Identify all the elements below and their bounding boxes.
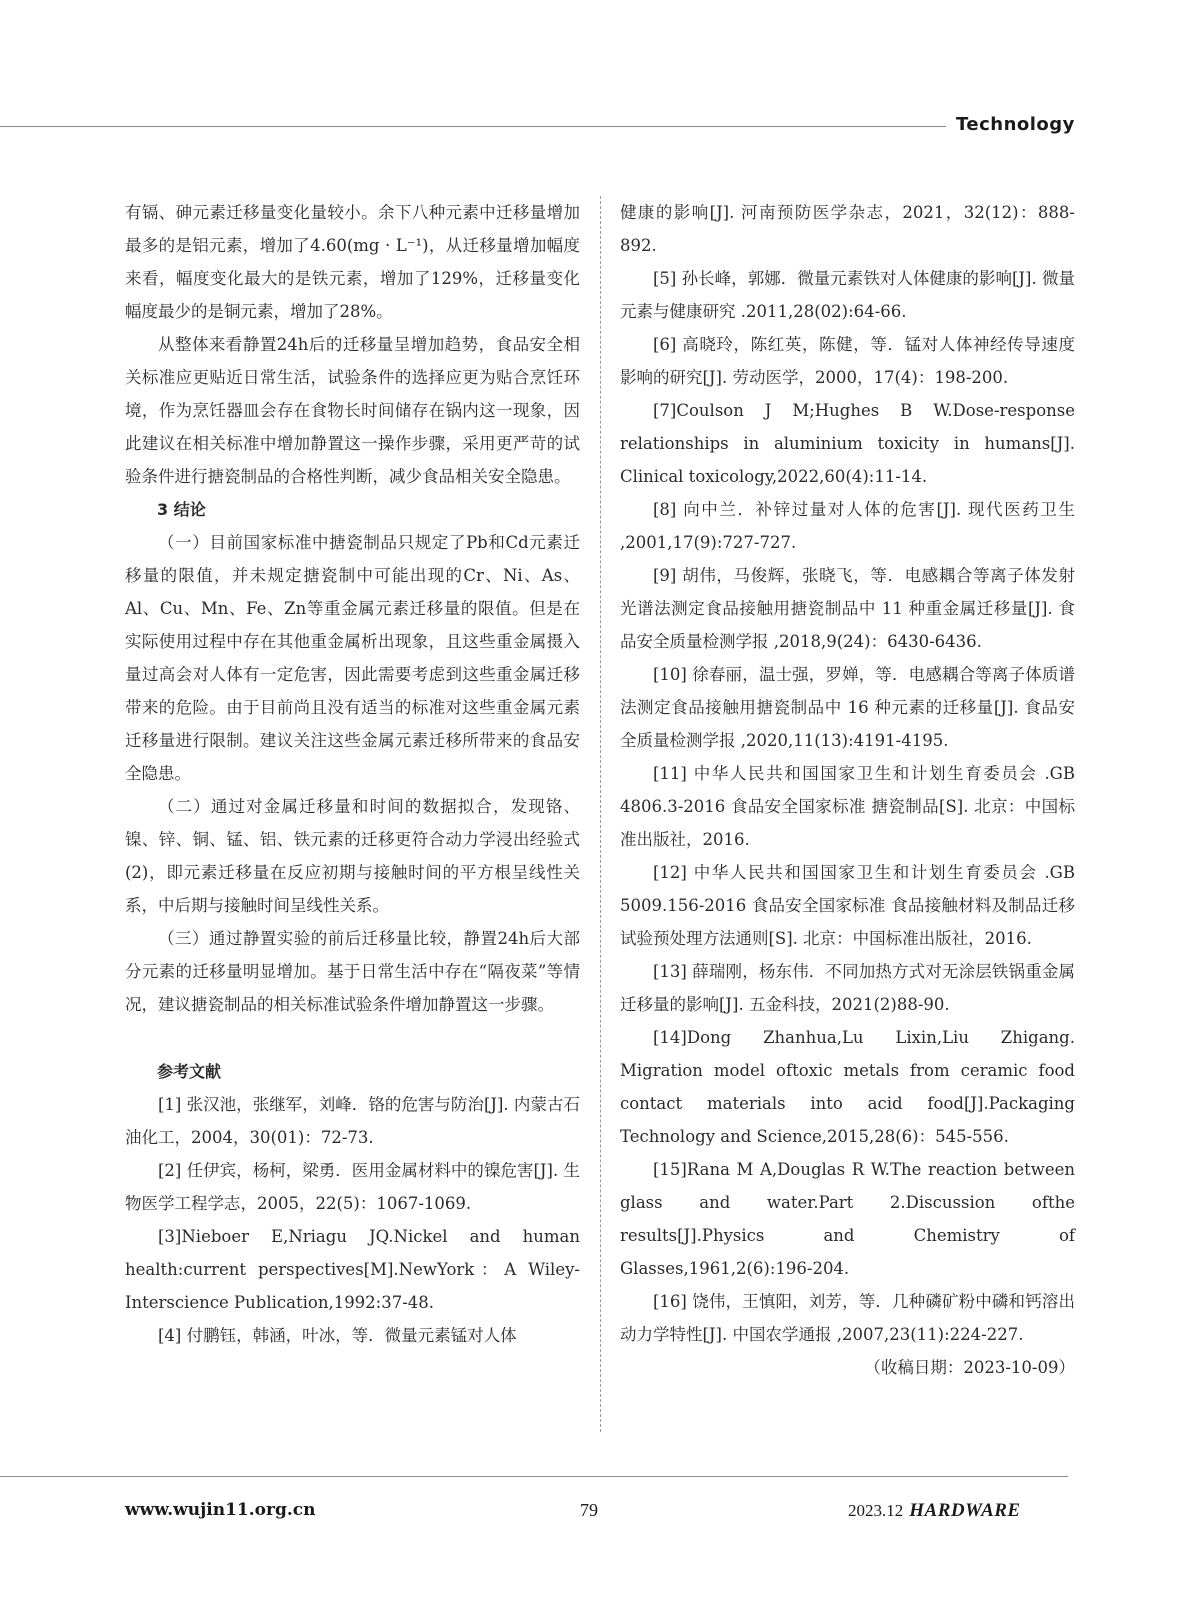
conclusion-item-1: （一）目前国家标准中搪瓷制品只规定了Pb和Cd元素迁移量的限值，并未规定搪瓷制中可能出现的Cr、Ni、As、Al、Cu、Mn、Fe、Zn等重金属元素迁移量的限值。但是在实际使用过程中存在其他重金属析出现象，且这些重金属摄入量过高会对人体有一定危害，因此需要考虑到这些重金属迁移带来的危险。由于目前尚且没有适当的标准对这些重金属元素迁移量进行限制。建议关注这些金属元素迁移所带来的食品安全隐患。 [125, 533, 580, 783]
reference-item: [8] 向中兰．补锌过量对人体的危害[J]. 现代医药卫生 ,2001,17(9):727-727. [620, 500, 1075, 552]
footer-url: www.wujin11.org.cn [125, 1500, 316, 1520]
reference-item: 健康的影响[J]. 河南预防医学杂志，2021，32(12)：888-892. [620, 203, 1075, 255]
issue-date: 2023.12 [848, 1501, 904, 1520]
conclusion-item-3: （三）通过静置实验的前后迁移量比较，静置24h后大部分元素的迁移量明显增加。基于日常生活中存在“隔夜菜”等情况，建议搪瓷制品的相关标准试验条件增加静置这一步骤。 [125, 929, 580, 1014]
reference-item: [11] 中华人民共和国国家卫生和计划生育委员会 .GB 4806.3-2016 食品安全国家标准 搪瓷制品[S]. 北京：中国标准出版社，2016. [620, 764, 1075, 849]
reference-item: [9] 胡伟，马俊辉，张晓飞，等．电感耦合等离子体发射光谱法测定食品接触用搪瓷制品中 11 种重金属迁移量[J]. 食品安全质量检测学报 ,2018,9(24)：6430-6436. [620, 566, 1075, 651]
section-tag: Technology [956, 114, 1075, 135]
reference-item: [3]Nieboer E,Nriagu JQ.Nickel and human health:current perspectives[M].NewYork：A Wiley-Interscience Publication,1992:37-48. [125, 1227, 580, 1312]
reference-item: [13] 薛瑞刚，杨东伟．不同加热方式对无涂层铁锅重金属迁移量的影响[J]. 五金科技，2021(2)88-90. [620, 962, 1075, 1014]
footer-rule [0, 1476, 1068, 1477]
right-column [620, 196, 1075, 1384]
section-heading-conclusion: 3 结论 [157, 500, 206, 519]
references-heading: 参考文献 [157, 1062, 222, 1081]
footer-issue [848, 1500, 1021, 1522]
magazine-name: HARDWARE [909, 1500, 1021, 1521]
reference-text: [16] 饶伟，王慎阳，刘芳，等．几种磷矿粉中磷和钙溶出动力学特性[J]. 中国农学通报 ,2007,23(11):224-227. [620, 1292, 1075, 1344]
conclusion-item-2: （二）通过对金属迁移量和时间的数据拟合，发现铬、镍、锌、铜、锰、铝、铁元素的迁移更符合动力学浸出经验式(2)，即元素迁移量在反应初期与接触时间的平方根呈线性关系，中后期与接触时间呈线性关系。 [125, 797, 580, 915]
header-rule [0, 126, 946, 127]
reference-item: [15]Rana M A,Douglas R W.The reaction between glass and water.Part 2.Discussion ofthe results[J].Physics and Chemistry of Glasses,1961,2(6):196-204. [620, 1160, 1075, 1278]
reference-item: [4] 付鹏钰，韩涵，叶冰，等．微量元素锰对人体 [158, 1326, 517, 1345]
reference-item: [7]Coulson J M;Hughes B W.Dose-response relationships in aluminium toxicity in humans[J]. Clinical toxicology,2022,60(4):11-14. [620, 401, 1075, 486]
reference-item: [5] 孙长峰，郭娜．微量元素铁对人体健康的影响[J]. 微量元素与健康研究 .2011,28(02):64-66. [620, 269, 1075, 321]
column-divider [600, 196, 601, 1432]
page-number: 79 [580, 1500, 598, 1520]
reference-item: [10] 徐春丽，温士强，罗婵，等．电感耦合等离子体质谱法测定食品接触用搪瓷制品中 16 种元素的迁移量[J]. 食品安全质量检测学报 ,2020,11(13):4191-4195. [620, 665, 1075, 750]
reference-item [620, 1285, 1075, 1377]
paragraph: 有镉、砷元素迁移量变化量较小。余下八种元素中迁移量增加最多的是铝元素，增加了4.60(mg · L⁻¹)，从迁移量增加幅度来看，幅度变化最大的是铁元素，增加了129%，迁移量变化幅度最少的是铜元素，增加了28%。 [125, 203, 580, 321]
reference-item: [6] 高晓玲，陈红英，陈健，等．锰对人体神经传导速度影响的研究[J]. 劳动医学，2000，17(4)：198-200. [620, 335, 1075, 387]
reference-item: [14]Dong Zhanhua,Lu Lixin,Liu Zhigang. Migration model oftoxic metals from ceramic food contact materials into acid food[J].Packaging Technology and Science,2015,28(6)：545-556. [620, 1028, 1075, 1146]
reference-item: [12] 中华人民共和国国家卫生和计划生育委员会 .GB 5009.156-2016 食品安全国家标准 食品接触材料及制品迁移试验预处理方法通则[S]. 北京：中国标准出版社，2016. [620, 863, 1075, 948]
left-column [125, 196, 580, 1352]
reference-item: [1] 张汉池，张继军，刘峰．铬的危害与防治[J]. 内蒙古石油化工，2004，30(01)：72-73. [125, 1095, 580, 1147]
received-date: （收稿日期：2023-10-09） [864, 1358, 1075, 1377]
paragraph: 从整体来看静置24h后的迁移量呈增加趋势，食品安全相关标准应更贴近日常生活，试验条件的选择应更为贴合烹饪环境，作为烹饪器皿会存在食物长时间储存在锅内这一现象，因此建议在相关标准中增加静置这一操作步骤，采用更严苛的试验条件进行搪瓷制品的合格性判断，减少食品相关安全隐患。 [125, 335, 580, 486]
reference-item: [2] 任伊宾，杨柯，梁勇．医用金属材料中的镍危害[J]. 生物医学工程学志，2005，22(5)：1067-1069. [125, 1161, 580, 1213]
